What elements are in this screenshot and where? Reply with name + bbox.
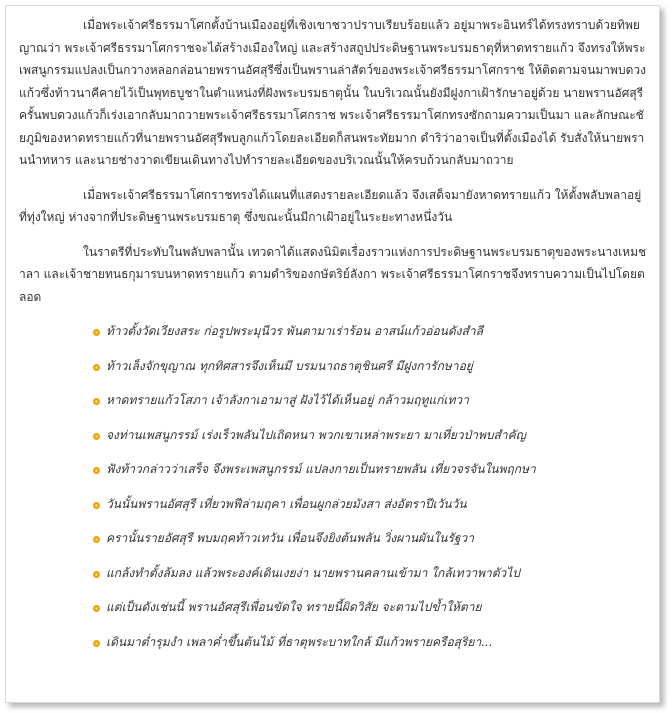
verse-item (93, 633, 649, 668)
paragraph-1: เมื่อพระเจ้าศรีธรรมาโศกตั้งบ้านเมืองอยู่ที่เชิงเขาชวาปราบเรียบร้อยแล้ว อยู่มาพระอินทร์ได้ทรงทราบด้วยทิพยญาณว่า พระเจ้าศรีธรรมาโศกราชจะได้สร้างเมืองใหญ่ และสร้างสถูปประดิษฐานพระบรมธาตุที่หาดทรายแก้ว จึงทรงให้พระเพสนูกรรมแปลงเป็นกวางหลอกล่อนายพรานอัศสุรีซึ่งเป็นพรานล่าสัตว์ของพระเจ้าศรีธรรมาโศกราช ให้ติดตามจนมาพบดวงแก้วซึ่งท้าวนาคีคายไว้เป็นพุทธบูชาในตำแหน่งที่ฝังพระบรมธาตุนั้น ในบริเวณนั้นยังมีฝูงกาเฝ้ารักษาอยู่ด้วย นายพรานอัศสุรีครั้นพบดวงแก้วก็เร่งเอากลับมาถวายพระเจ้าศรีธรรมาโศกราช พระเจ้าศรีธรรมาโศกทรงซักถามความเป็นมา และลักษณะชัยภูมิของหาดทรายแก้วที่นายพรานอัศสุรีพบลูกแก้วโดยละเอียดก็สนพระทัยมาก ดำริว่าอาจเป็นที่ตั้งเมืองได้ รับสั่งให้นายพรานนำทหาร และนายช่างวาดเขียนเดินทางไปทำรายละเอียดของบริเวณนั้นให้ครบถ้วนกลับมาถวาย (19, 18, 646, 167)
verse-list (19, 322, 649, 667)
bullet-icon (93, 536, 100, 543)
verse-item (93, 564, 649, 599)
verse-text: จงท่านเพสนูกรรม์ เร่งเร็วพลันไปเถิดหนา พวกเขาเหล่าพระยา มาเที่ยวป่าพบสำคัญ (106, 427, 526, 442)
verse-item (93, 322, 649, 357)
bullet-icon (93, 571, 100, 578)
bullet-icon (93, 329, 100, 336)
paragraph-3: ในราตรีที่ประทับในพลับพลานั้น เทวดาได้แสดงนิมิตเรื่องราวแห่งการประดิษฐานพระบรมธาตุของพระนางเหมชาลา และเจ้าชายทนธกุมารบนหาดทรายแก้ว ตามดำริของกษัตริย์ลังกา พระเจ้าศรีธรรมาโศกราชจึงทราบความเป็นไปโดยตลอด (19, 244, 647, 304)
verse-text: วันนั้นพรานอัศสุรี เที่ยวพฟีล่ามฤคา เพื่อนผูกล่วยมังสา ส่งอัตราปีเวันวัน (106, 496, 467, 511)
verse-text: แกล้งทำตั้งล้มลง แล้วพระองค์เดินเงยง่า นายพรานคลานเข้ามา ใกล้เทวาพาตัวไป (106, 565, 520, 580)
paragraph-2: เมื่อพระเจ้าศรีธรรมาโศกราชทรงได้แผนที่แสดงรายละเอียดแล้ว จึงเสด็จมายังหาดทรายแก้ว ให้ตั้งพลับพลาอยู่ที่ทุ่งใหญ่ ห่างจากที่ประดิษฐานพระบรมธาตุ ซึ่งขณะนั้นมีกาเฝ้าอยู่ในระยะทางหนึ่งวัน (19, 187, 642, 224)
bullet-icon (93, 502, 100, 509)
verse-item (93, 426, 649, 461)
verse-text: หาดทรายแก้วโสภา เจ้าลังกาเอามาสู่ ฝังไว้ได้เห็นอยู่ กล้าวมฤทูแก่เทวา (106, 393, 469, 407)
document-frame (5, 5, 660, 703)
verse-text: ครานั้นรายอัศสุรี พบมฤคท้าวเทวัน เพื่อนจึงยิงต้นพลัน วิ่งผานผันในรัฐวา (106, 531, 475, 545)
verse-item (93, 495, 649, 530)
verse-text: เดินมาต่ำรุมงำ เพลาค่ำขึ้นต้นไม้ ที่ธาตุพระบาทใกล้ มีแก้วพรายครือสุริยา... (106, 634, 493, 649)
verse-item (93, 357, 649, 392)
bullet-icon (93, 433, 100, 440)
verse-item (93, 460, 649, 495)
verse-text: ท้าวเล็งจักขุญาณ ทุกทิศสารจึงเห็นมี บรมนาถธาตุชินศรี มีฝูงการักษาอยู่ (106, 358, 473, 373)
bullet-icon (93, 364, 100, 371)
document-content (19, 14, 649, 667)
bullet-icon (93, 605, 100, 612)
verse-text: ท้าวตั้งวัดเวียงสระ ก่อรูปพระมุนีวร พันตามาเร่าร้อน อาสน์แก้วอ่อนดังสำลี (106, 324, 483, 338)
verse-item (93, 598, 649, 633)
bullet-icon (93, 640, 100, 647)
verse-text: ฟังท้าวกล่าวว่าเสร็จ จึงพระเพสนูกรรม์ แปลงกายเป็นทรายพลัน เที่ยวจรจันในพฤกษา (106, 462, 536, 476)
bullet-icon (93, 467, 100, 474)
bullet-icon (93, 398, 100, 405)
verse-item (93, 529, 649, 564)
verse-text: แต่เป็นดังเช่นนี้ พรานอัศสุรีเพื่อนขัดใจ ทรายนี้ผิดวิสัย จะตามไปข้ำให้ตาย (106, 600, 482, 614)
verse-item (93, 391, 649, 426)
